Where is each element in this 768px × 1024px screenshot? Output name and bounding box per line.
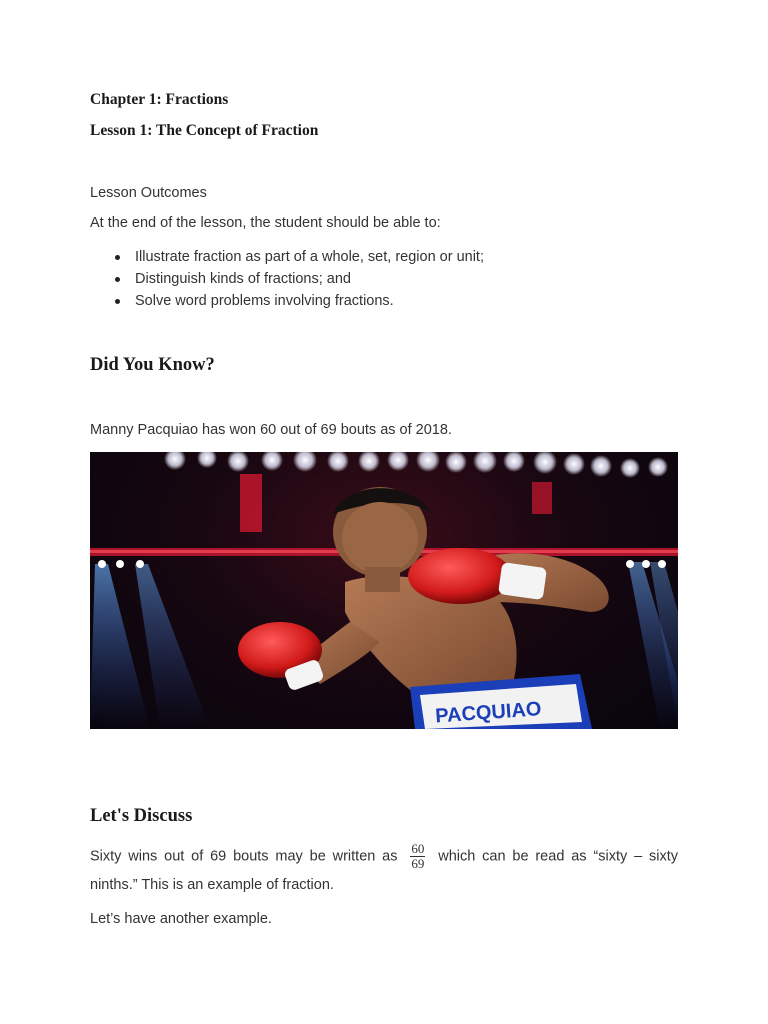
fraction-denominator: 69 (411, 856, 425, 871)
fraction-60-69 (410, 842, 425, 871)
boxer-figure (238, 487, 609, 729)
list-item: Illustrate fraction as part of a whole, set, region or unit; (135, 247, 484, 269)
list-item: Distinguish kinds of fractions; and (135, 269, 484, 291)
list-item: Solve word problems involving fractions. (135, 291, 484, 313)
para-before: Sixty wins out of 69 bouts may be written as (90, 848, 398, 865)
fraction-numerator: 60 (411, 841, 425, 856)
para-after: which can be read as “sixty – sixty ninths.” This is an example of fraction. (90, 848, 678, 894)
discuss-paragraph (90, 842, 678, 900)
lets-discuss-heading: Let's Discuss (90, 806, 193, 826)
ceiling-lights (164, 452, 668, 478)
did-you-know-heading: Did You Know? (90, 355, 215, 375)
outcomes-title: Lesson Outcomes (90, 185, 207, 201)
lesson-title: Lesson 1: The Concept of Fraction (90, 122, 319, 139)
outcomes-list (90, 247, 484, 313)
chapter-title: Chapter 1: Fractions (90, 91, 229, 108)
boxer-photo (90, 452, 678, 729)
trunks-text: PACQUIAO (434, 698, 543, 728)
outcomes-intro: At the end of the lesson, the student should be able to: (90, 215, 441, 231)
another-example: Let’s have another example. (90, 911, 272, 927)
pacquiao-fact: Manny Pacquiao has won 60 out of 69 bouts as of 2018. (90, 422, 452, 438)
